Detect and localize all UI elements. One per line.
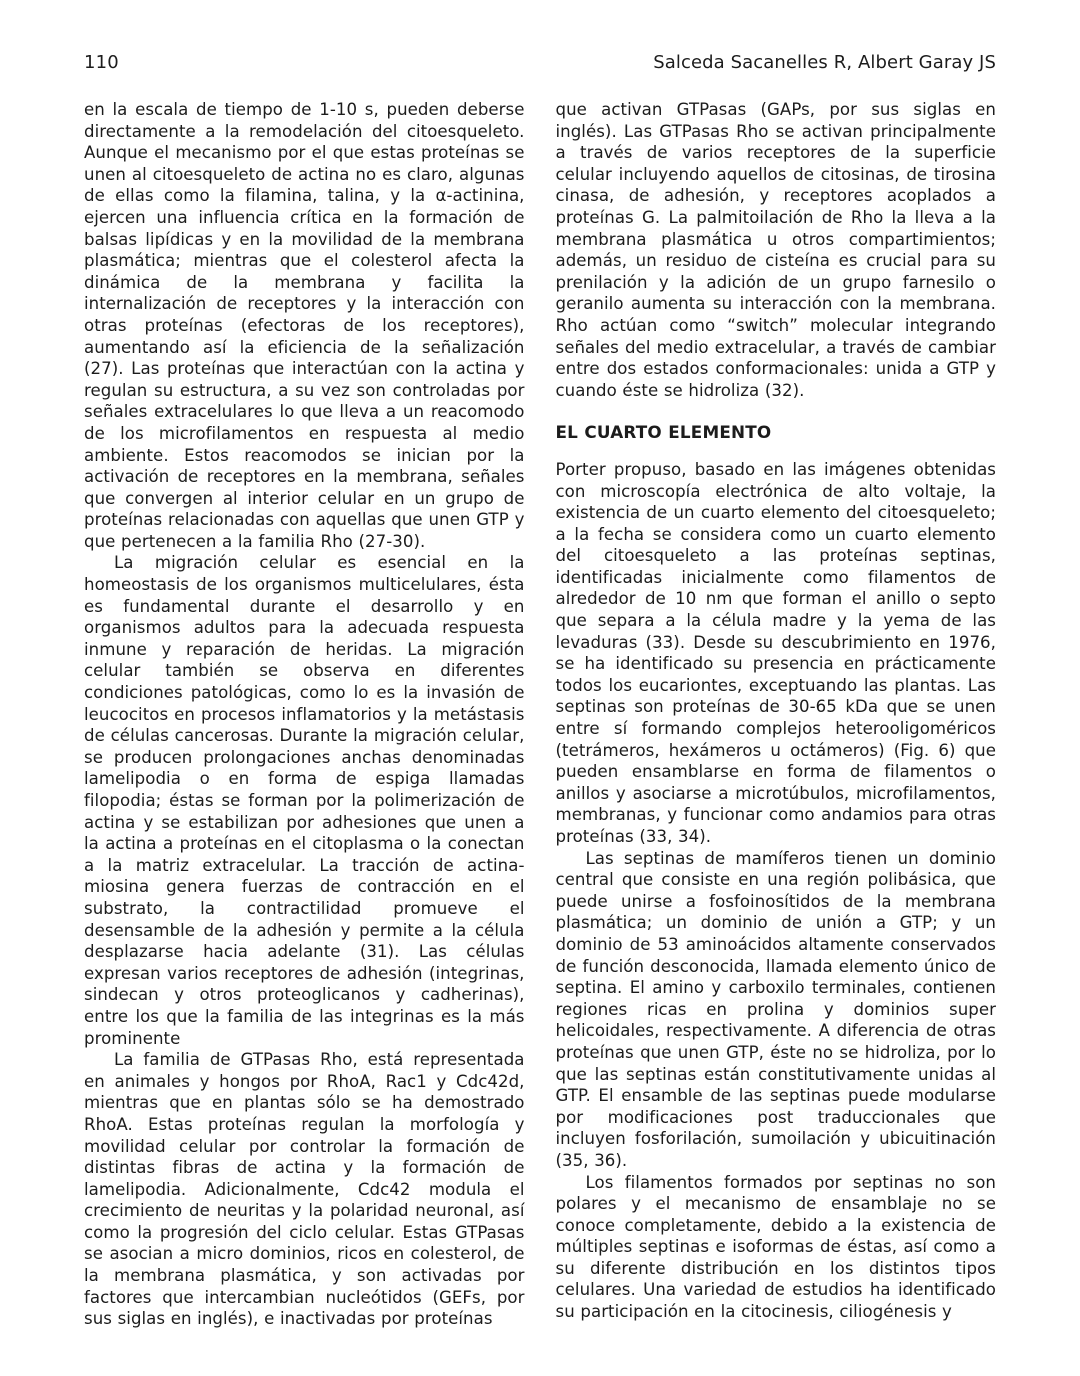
two-column-body	[84, 99, 996, 1330]
section-heading: EL CUARTO ELEMENTO	[555, 422, 772, 443]
paragraph: Porter propuso, basado en las imágenes obtenidas con microscopía electrónica de alto voltaje, la existencia de un cuarto elemento del citoesqueleto; a la fecha se considera como un cuarto elemento del citoesqueleto a las proteínas septinas, identificadas inicialmente como filamentos de alrededor de 10 nm que forman el anillo o septo que separa a la célula madre y la yema de las levaduras (33). Desde su descubrimiento en 1976, se ha identificado su presencia en prácticamente todos los eucariontes, exceptuando las plantas. Las septinas son proteínas de 30-65 kDa que se unen entre sí formando complejos heterooligoméricos (tetrámeros, hexámeros u octámeros) (Fig. 6) que pueden ensamblarse en forma de filamentos o anillos y asociarse a microtúbulos, microfilamentos, membranas, y funcionar como andamios para otras proteínas (33, 34).	[555, 459, 996, 846]
page-number: 110	[84, 52, 119, 73]
paragraph: Los filamentos formados por septinas no son polares y el mecanismo de ensamblaje no se conoce completamente, debido a la existencia de múltiples septinas e isoformas de éstas, así como a su diferente distribución en los distintos tipos celulares. Una variedad de estudios ha identificado su participación en la citocinesis, ciliogénesis y	[555, 1172, 996, 1322]
running-authors: Salceda Sacanelles R, Albert Garay JS	[653, 52, 996, 73]
paragraph: La migración celular es esencial en la homeostasis de los organismos multicelulares, ésta es fundamental durante el desarrollo y en organismos adultos para la adecuada respuesta inmune y reparación de heridas. La migración celular también se observa en diferentes condiciones patológicas, como lo es la invasión de leucocitos en procesos inflamatorios y la metástasis de células cancerosas. Durante la migración celular, se producen prolongaciones anchas denominadas lamelipodia o en forma de espiga llamadas filopodia; éstas se forman por la polimerización de actina y se estabilizan por adhesiones que unen a la actina a proteínas en el citoplasma o la conectan a la matriz extracelular. La tracción de actina-miosina genera fuerzas de contracción en el substrato, la contractilidad promueve el desensamble de la adhesión y permite a la célula desplazarse hacia adelante (31). Las células expresan varios receptores de adhesión (integrinas, sindecan y otros proteoglicanos y cadherinas), entre los que la familia de las integrinas es la más prominente	[84, 553, 525, 1048]
paragraph-continuation: que activan GTPasas (GAPs, por sus siglas en inglés). Las GTPasas Rho se activan principalmente a través de varios receptores de la superficie celular incluyendo aquellos de citosinas, de tirosina cinasa, de adhesión, y receptores acoplados a proteínas G. La palmitoilación de Rho la lleva a la membrana plasmática u otros compartimientos; además, un residuo de cisteína es crucial para su prenilación y la adición de un grupo farnesilo o geranilo aumenta su interacción con la membrana. Rho actúan como “switch” molecular integrando señales del medio extracelular, a través de cambiar entre dos estados conformacionales: unida a GTP y cuando éste se hidroliza (32).	[555, 100, 996, 400]
page-header	[84, 52, 996, 73]
paragraph: La familia de GTPasas Rho, está representada en animales y hongos por RhoA, Rac1 y Cdc42d, mientras que en plantas sólo se ha demostrado RhoA. Estas proteínas regulan la morfología y movilidad celular por controlar la formación de distintas fibras de actina y la formación de lamelipodia. Adicionalmente, Cdc42 modula el crecimiento de neuritas y la polaridad neuronal, así como la progresión del ciclo celular. Estas GTPasas se asocian a micro dominios, ricos en colesterol, de la membrana plasmática, y son activadas por factores que intercambian nucleótidos (GEFs, por sus siglas en inglés), e inactivadas por proteínas	[84, 1050, 525, 1329]
left-column	[84, 99, 525, 1330]
paragraph-continuation: en la escala de tiempo de 1-10 s, pueden deberse directamente a la remodelación del citoesqueleto. Aunque el mecanismo por el que estas proteínas se unen al citoesqueleto de actina no es claro, algunas de ellas como la filamina, talina, y la α-actinina, ejercen una influencia crítica en la formación de balsas lipídicas y en la movilidad de la membrana plasmática; mientras que el colesterol afecta la dinámica de la membrana y facilita la internalización de receptores y la interacción con otras proteínas (efectoras de los receptores), aumentando así la eficiencia de la señalización (27). Las proteínas que interactúan con la actina y regulan su estructura, a su vez son controladas por señales extracelulares lo que lleva a un reacomodo de los microfilamentos en respuesta al medio ambiente. Estos reacomodos se inician por la activación de receptores en la membrana, señales que convergen al interior celular en un grupo de proteínas relacionadas con aquellas que unen GTP y que pertenecen a la familia Rho (27-30).	[84, 100, 525, 551]
right-column	[556, 99, 997, 1330]
paragraph: Las septinas de mamíferos tienen un dominio central que consiste en una región polibásica, que puede unirse a fosfoinosítidos de la membrana plasmática; un dominio de unión a GTP; y un dominio de 53 aminoácidos altamente conservados de función desconocida, llamada elemento único de septina. El amino y carboxilo terminales, contienen regiones ricas en prolina y dominios super helicoidales, respectivamente. A diferencia de otras proteínas que unen GTP, éste no se hidroliza, por lo que las septinas están constitutivamente unidas al GTP. El ensamble de las septinas puede modularse por modificaciones post traduccionales que incluyen fosforilación, sumoilación y ubicuitinación (35, 36).	[555, 848, 996, 1170]
